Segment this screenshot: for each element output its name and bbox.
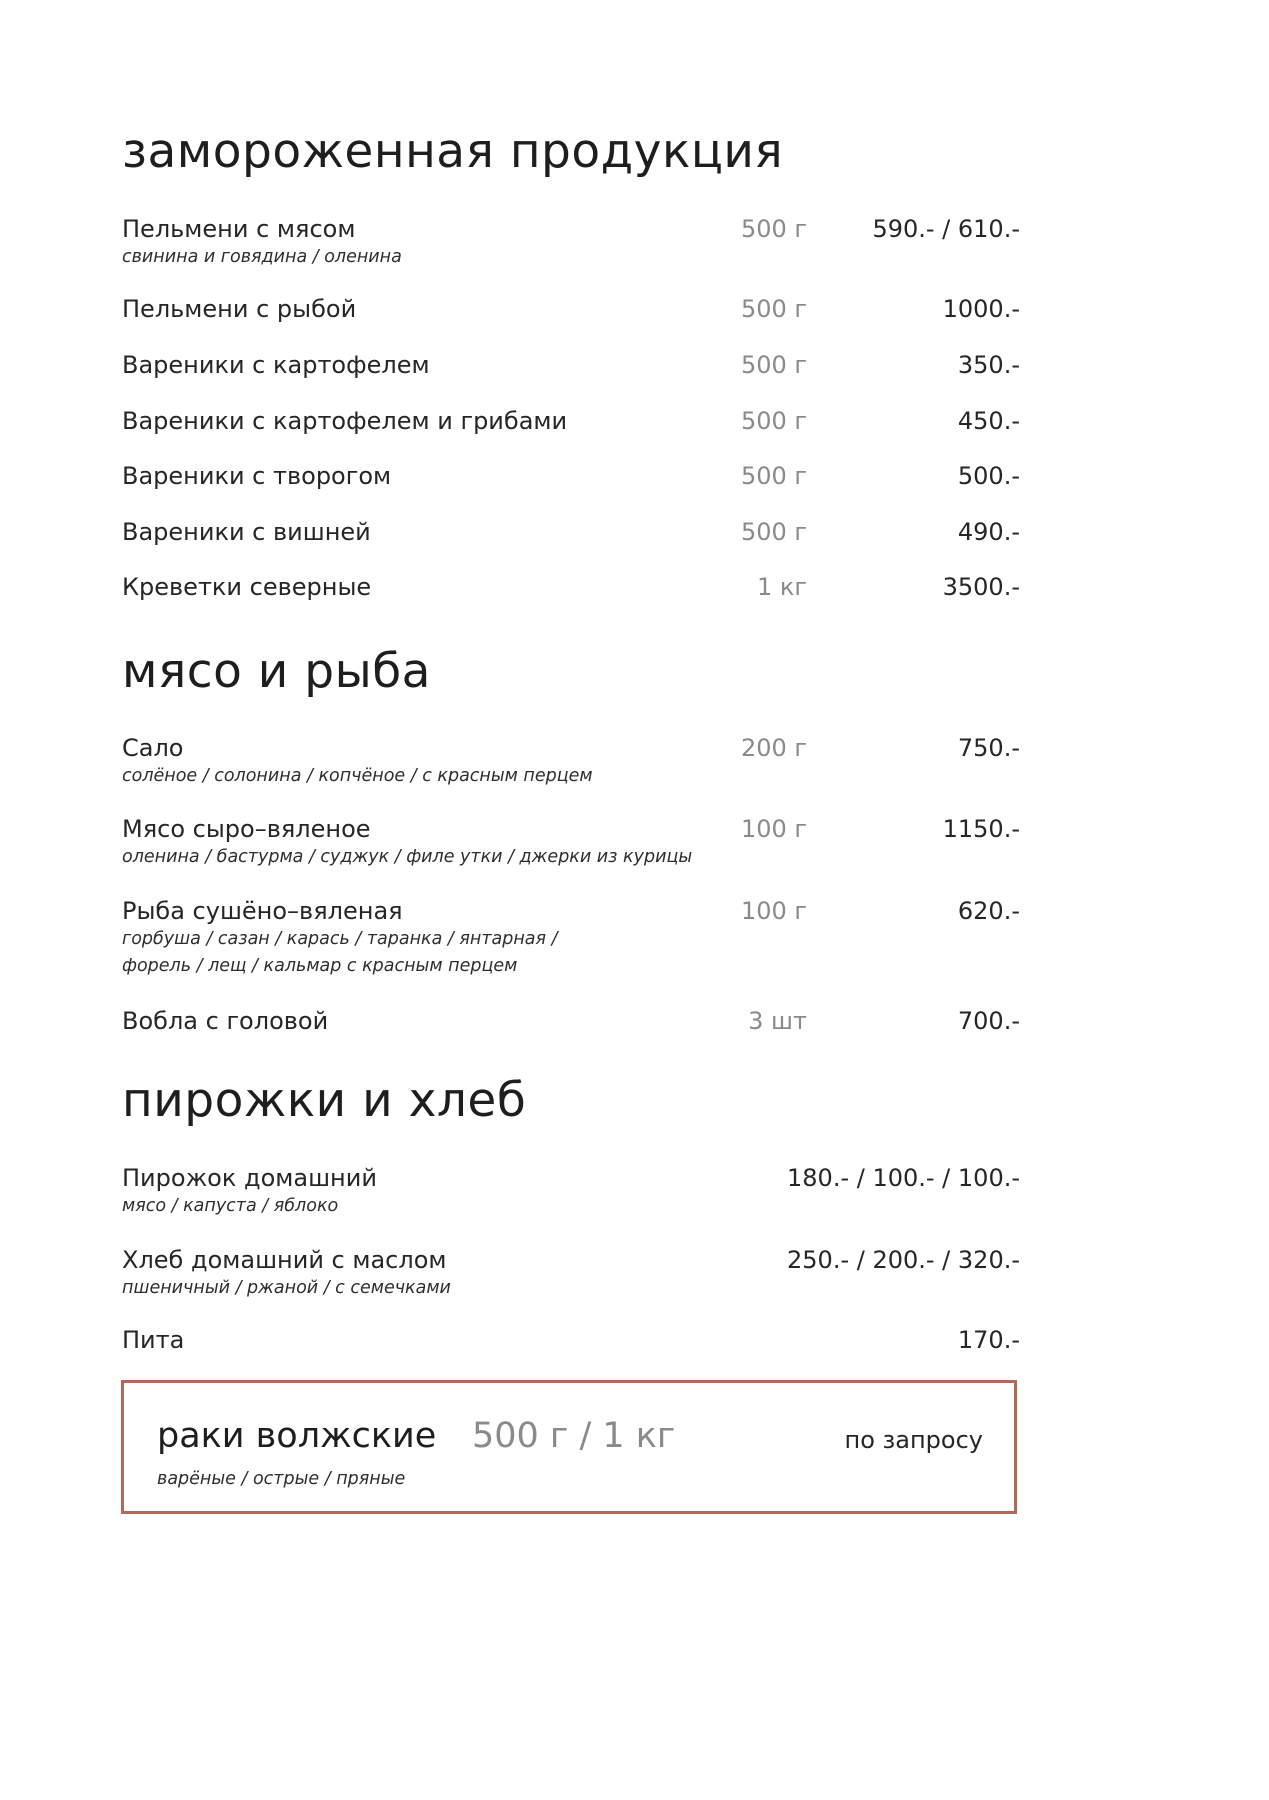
menu-item	[122, 1246, 1020, 1306]
menu-item	[122, 215, 1020, 275]
special-weight: 500 г / 1 кг	[472, 1416, 676, 1456]
menu-item	[122, 518, 1020, 578]
menu-item	[122, 1326, 1020, 1362]
item-description: оленина / бастурма / суджук / филе утки / джерки из курицы	[122, 847, 693, 867]
special-price: по запросу	[844, 1426, 983, 1454]
menu-item	[122, 462, 1020, 522]
menu-item	[122, 407, 1020, 467]
item-price: 3500.-	[942, 573, 1020, 601]
item-name: Пирожок домашний	[122, 1164, 377, 1192]
item-name: Вареники с творогом	[122, 462, 392, 490]
special-description: варёные / острые / пряные	[157, 1469, 406, 1489]
item-weight: 100 г	[740, 815, 807, 843]
item-price: 500.-	[957, 462, 1020, 490]
item-name: Рыба сушёно–вяленая	[122, 897, 403, 925]
item-weight: 500 г	[740, 518, 807, 546]
menu-item	[122, 1007, 1020, 1067]
item-weight: 500 г	[740, 407, 807, 435]
menu-item	[122, 573, 1020, 633]
item-name: Креветки северные	[122, 573, 372, 601]
item-name: Вареники с картофелем	[122, 351, 430, 379]
item-description: свинина и говядина / оленина	[122, 247, 402, 267]
item-name: Вареники с вишней	[122, 518, 371, 546]
menu-item	[122, 815, 1020, 875]
item-price: 1150.-	[942, 815, 1020, 843]
item-price: 620.-	[957, 897, 1020, 925]
menu-item	[122, 897, 1020, 987]
item-price: 590.- / 610.-	[872, 215, 1020, 243]
menu-item	[122, 351, 1020, 411]
special-offer-box	[121, 1380, 1017, 1514]
item-name: Пельмени с мясом	[122, 215, 356, 243]
item-weight: 1 кг	[756, 573, 807, 601]
item-description: солёное / солонина / копчёное / с красным перцем	[122, 766, 593, 786]
item-price: 700.-	[957, 1007, 1020, 1035]
section-title-frozen: замороженная продукция	[122, 124, 784, 179]
item-description: горбуша / сазан / карась / таранка / янтарная /	[122, 929, 558, 949]
item-weight: 3 шт	[748, 1007, 807, 1035]
item-price: 450.-	[957, 407, 1020, 435]
item-name: Мясо сыро–вяленое	[122, 815, 371, 843]
item-description-continued: форель / лещ / кальмар с красным перцем	[122, 956, 518, 976]
section-title-meat-fish: мясо и рыба	[122, 644, 431, 699]
item-weight: 500 г	[740, 462, 807, 490]
menu-item	[122, 734, 1020, 794]
section-title-pies-bread: пирожки и хлеб	[122, 1073, 527, 1128]
item-price: 1000.-	[942, 295, 1020, 323]
item-price: 750.-	[957, 734, 1020, 762]
item-name: Пита	[122, 1326, 185, 1354]
item-description: мясо / капуста / яблоко	[122, 1196, 339, 1216]
item-description: пшеничный / ржаной / с семечками	[122, 1278, 451, 1298]
item-name: Сало	[122, 734, 184, 762]
item-price: 180.- / 100.- / 100.-	[787, 1164, 1020, 1192]
item-name: Хлеб домашний с маслом	[122, 1246, 447, 1274]
menu-item	[122, 295, 1020, 355]
item-weight: 500 г	[740, 295, 807, 323]
item-name: Вареники с картофелем и грибами	[122, 407, 568, 435]
item-name: Пельмени с рыбой	[122, 295, 357, 323]
item-price: 490.-	[957, 518, 1020, 546]
item-name: Вобла с головой	[122, 1007, 329, 1035]
special-title: раки волжские	[157, 1416, 437, 1456]
item-weight: 500 г	[740, 215, 807, 243]
item-price: 170.-	[957, 1326, 1020, 1354]
item-price: 250.- / 200.- / 320.-	[787, 1246, 1020, 1274]
menu-item	[122, 1164, 1020, 1224]
item-weight: 500 г	[740, 351, 807, 379]
item-price: 350.-	[957, 351, 1020, 379]
item-weight: 100 г	[740, 897, 807, 925]
item-weight: 200 г	[740, 734, 807, 762]
